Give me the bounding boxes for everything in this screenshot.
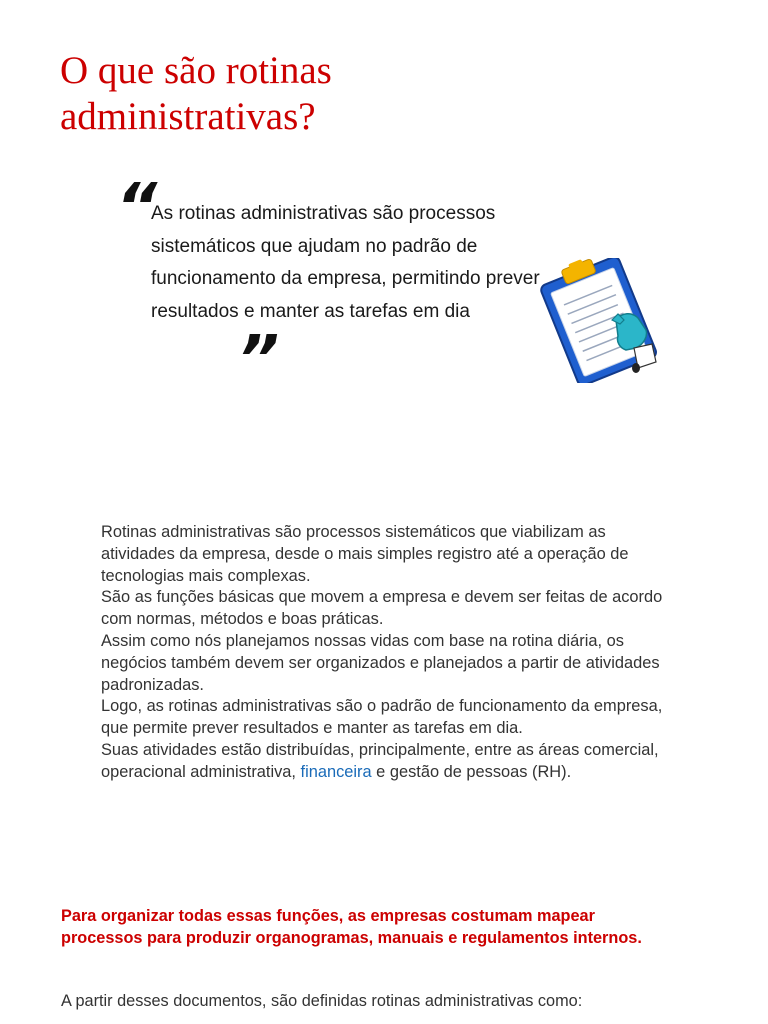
body-paragraph: São as funções básicas que movem a empresa e devem ser feitas de acordo com normas, métodos e boas práticas. (101, 588, 663, 629)
body-paragraph: Rotinas administrativas são processos sistemáticos que viabilizam as atividades da empresa, desde o mais simples registro até a operação de tecnologias mais complexas. (101, 523, 629, 585)
body-paragraph-text: e gestão de pessoas (RH). (376, 762, 572, 781)
body-text (101, 522, 681, 784)
body-paragraph: Assim como nós planejamos nossas vidas com base na rotina diária, os negócios também devem ser organizados e planejados a partir de atividades padronizadas. (101, 631, 660, 694)
highlight-text: Para organizar todas essas funções, as empresas costumam mapear processos para produzir organogramas, manuais e regulamentos internos. (61, 907, 642, 947)
page-title: O que são rotinas administrativas? (60, 49, 332, 138)
open-quote-mark: “ (116, 171, 158, 245)
body-paragraph-text: Suas atividades estão distribuídas, principalmente, entre as áreas comercial, operacional administrativa, (101, 740, 659, 781)
quote-text: As rotinas administrativas são processos sistemáticos que ajudam no padrão de funcionamento da empresa, permitindo prever resultados e manter as tarefas em dia (151, 203, 540, 322)
after-text: A partir desses documentos, são definidas rotinas administrativas como: (61, 992, 583, 1010)
body-paragraph (101, 740, 681, 784)
financeira-link[interactable]: financeira (300, 762, 372, 781)
clipboard-checklist-icon (534, 258, 664, 383)
close-quote-mark: ” (238, 323, 280, 397)
body-paragraph: Logo, as rotinas administrativas são o padrão de funcionamento da empresa, que permite prever resultados e manter as tarefas em dia. (101, 697, 663, 738)
